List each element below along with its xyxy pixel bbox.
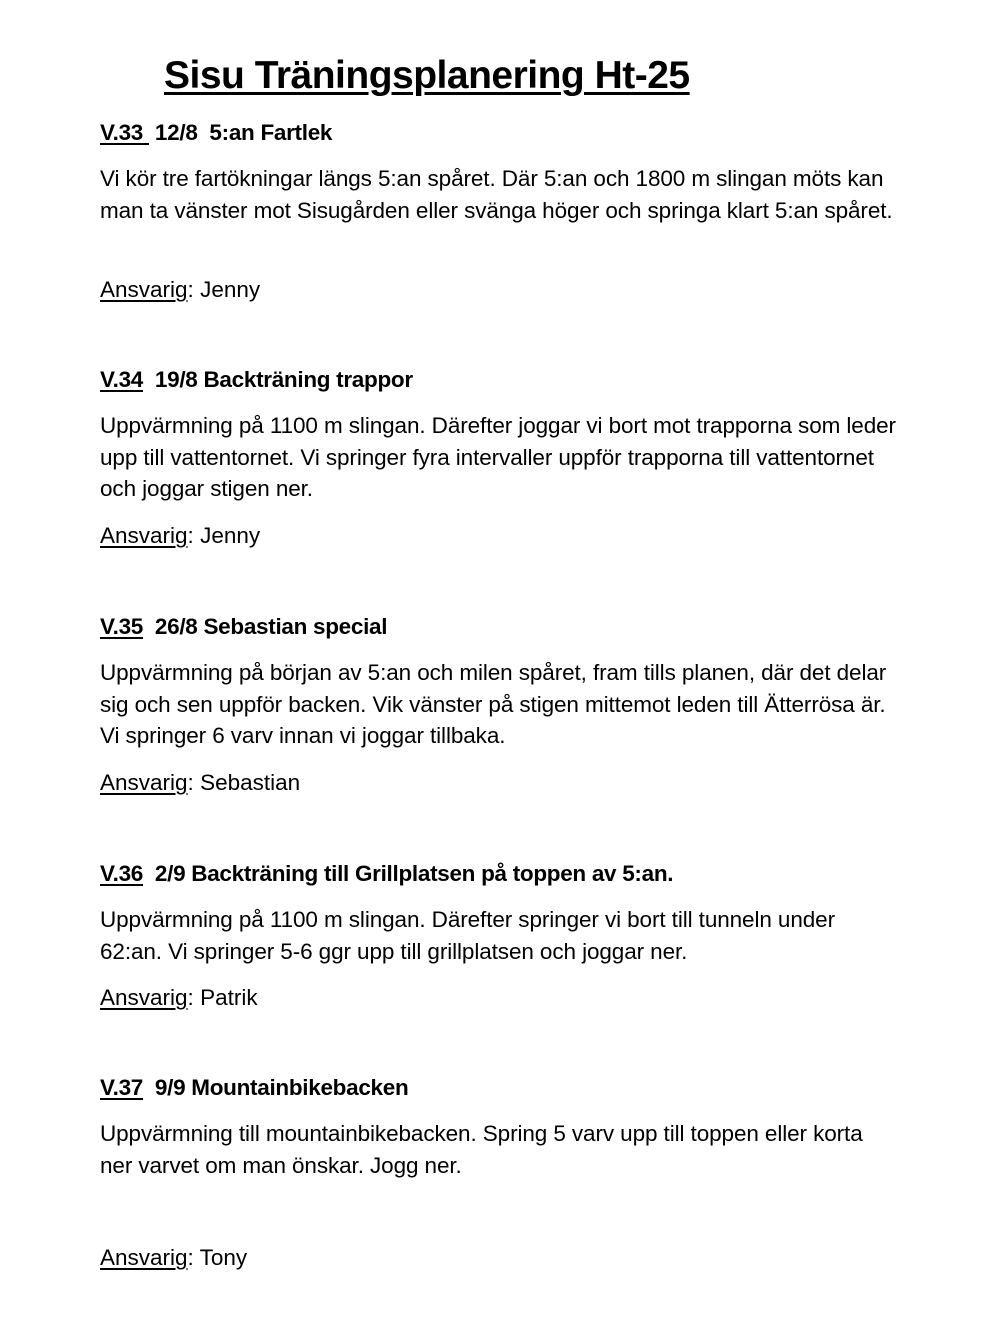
entry-title: 26/8 Sebastian special bbox=[143, 614, 388, 639]
training-entry bbox=[100, 860, 900, 1010]
page-title: Sisu Träningsplanering Ht-25 bbox=[164, 54, 690, 97]
week-number: V.36 bbox=[100, 861, 144, 886]
entry-heading bbox=[100, 366, 900, 394]
entry-heading bbox=[100, 613, 900, 641]
entry-heading bbox=[100, 119, 900, 147]
training-entry bbox=[100, 366, 900, 548]
week-number: V.33 bbox=[100, 120, 149, 145]
entry-title: 19/8 Backträning trappor bbox=[143, 367, 413, 392]
entry-description: Uppvärmning på 1100 m slingan. Därefter springer vi bort till tunneln under 62:an. Vi springer 5-6 ggr upp till grillplatsen och joggar ner. bbox=[100, 907, 835, 964]
responsible-label: Ansvarig bbox=[100, 1245, 188, 1270]
entry-heading bbox=[100, 1074, 900, 1102]
week-number: V.34 bbox=[100, 367, 144, 392]
entry-description: Vi kör tre fartökningar längs 5:an spåret. Där 5:an och 1800 m slingan möts kan man ta vänster mot Sisugården eller svänga höger och springa klart 5:an spåret. bbox=[100, 166, 893, 223]
entry-responsible: Ansvarig: Jenny bbox=[100, 277, 261, 302]
entry-title: 12/8 5:an Fartlek bbox=[148, 120, 333, 145]
week-number: V.35 bbox=[100, 614, 144, 639]
entry-responsible: Ansvarig: Tony bbox=[100, 1245, 248, 1270]
training-entry bbox=[100, 119, 900, 302]
responsible-name: Patrik bbox=[200, 985, 258, 1010]
responsible-label: Ansvarig bbox=[100, 277, 188, 302]
responsible-label: Ansvarig bbox=[100, 770, 188, 795]
entry-description: Uppvärmning till mountainbikebacken. Spring 5 varv upp till toppen eller korta ner varvet om man önskar. Jogg ner. bbox=[100, 1121, 863, 1178]
responsible-name: Jenny bbox=[200, 523, 261, 548]
entry-description: Uppvärmning på början av 5:an och milen spåret, fram tills planen, där det delar sig och sen uppför backen. Vik vänster på stigen mittemot leden till Ätterrösa är. Vi springer 6 varv innan vi joggar tillbaka. bbox=[100, 660, 887, 748]
training-entry bbox=[100, 1074, 900, 1270]
week-number: V.37 bbox=[100, 1075, 144, 1100]
entry-title: 9/9 Mountainbikebacken bbox=[143, 1075, 409, 1100]
training-entry bbox=[100, 613, 900, 795]
entry-description: Uppvärmning på 1100 m slingan. Därefter joggar vi bort mot trapporna som leder upp till vattentornet. Vi springer fyra intervaller uppför trapporna till vattentornet och joggar stigen ner. bbox=[100, 413, 896, 501]
entry-heading bbox=[100, 860, 900, 888]
responsible-name: Tony bbox=[199, 1245, 248, 1270]
responsible-label: Ansvarig bbox=[100, 985, 188, 1010]
entry-responsible: Ansvarig: Sebastian bbox=[100, 770, 301, 795]
entry-title: 2/9 Backträning till Grillplatsen på toppen av 5:an. bbox=[143, 861, 674, 886]
entry-responsible: Ansvarig: Jenny bbox=[100, 523, 261, 548]
entry-responsible: Ansvarig: Patrik bbox=[100, 985, 258, 1010]
responsible-label: Ansvarig bbox=[100, 523, 188, 548]
responsible-name: Sebastian bbox=[200, 770, 301, 795]
responsible-name: Jenny bbox=[200, 277, 261, 302]
